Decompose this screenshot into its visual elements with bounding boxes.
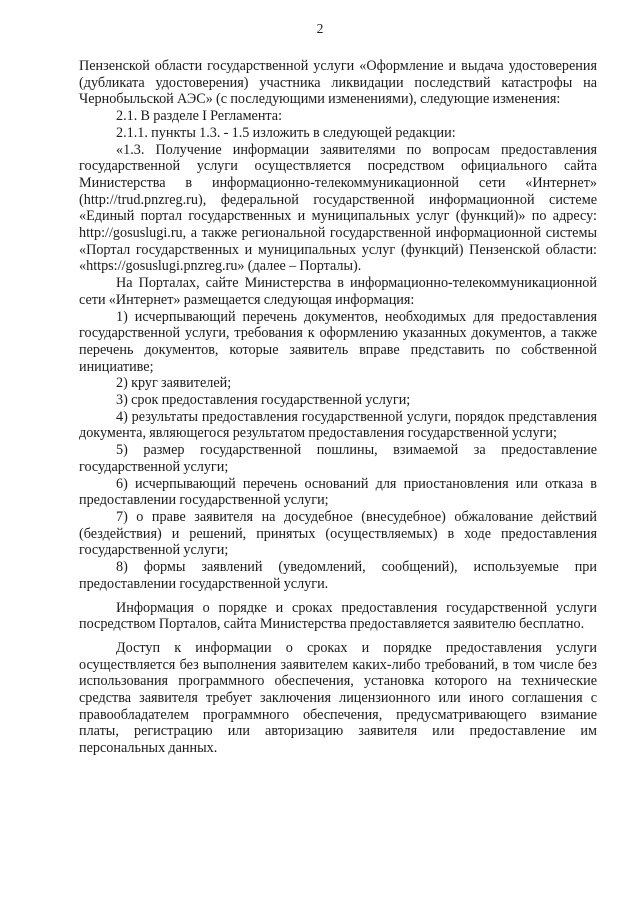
list-item-7: 7) о праве заявителя на досудебное (внесудебное) обжалование действий (бездействия) и решений, принятых (осуществляемых) в ходе предоставления государственной услуги;: [79, 508, 597, 559]
paragraph-1-3: «1.3. Получение информации заявителями по вопросам предоставления государственной услуги осуществляется посредством официального сайта Министерства в информационно-телекоммуникационной сети «Интернет» (http://trud.pnzreg.ru), федеральной государственной информационной системе «Единый портал государственных и муниципальных услуг (функций)» по адресу: http://gosuslugi.ru, а также региональной государственной информационной системы «Портал государственных и муниципальных услуг (функций) Пензенской области: «https://gosuslugi.pnzreg.ru» (далее – Порталы).: [79, 141, 597, 275]
list-item-4: 4) результаты предоставления государственной услуги, порядок представления документа, являющегося результатом предоставления государственной услуги;: [79, 408, 597, 442]
page-number: 2: [316, 21, 324, 36]
paragraph-intro: Пензенской области государственной услуги «Оформление и выдача удостоверения (дубликата удостоверения) участника ликвидации последствий катастрофы на Чернобыльской АЭС» (с последующими изменениями), следующие изменения:: [79, 58, 597, 108]
list-item-3: 3) срок предоставления государственной услуги;: [116, 392, 411, 409]
list-item-6: 6) исчерпывающий перечень оснований для приостановления или отказа в предоставлении государственной услуги;: [79, 475, 597, 509]
list-item-1: 1) исчерпывающий перечень документов, необходимых для предоставления государственной услуги, требования к оформлению указанных документов, а также перечень документов, которые заявитель вправе представить по собственной инициативе;: [79, 308, 597, 375]
list-item-2: 2) круг заявителей;: [116, 375, 232, 392]
paragraph-clause-heading: 2.1.1. пункты 1.3. - 1.5 изложить в следующей редакции:: [116, 124, 456, 141]
list-item-8: 8) формы заявлений (уведомлений, сообщений), используемые при предоставлении государственной услуги.: [79, 559, 597, 592]
paragraph-access: Доступ к информации о сроках и порядке предоставления услуги осуществляется без выполнения заявителем каких-либо требований, в том числе без использования программного обеспечения, установка которого на технические средства заявителя требует заключения лицензионного или иного соглашения с правообладателем программного обеспечения, предусматривающего взимание платы, регистрацию или авторизацию заявителя или предоставление им персональных данных.: [79, 639, 597, 757]
list-item-5: 5) размер государственной пошлины, взимаемой за предоставление государственной услуги;: [79, 442, 597, 475]
paragraph-section-heading: 2.1. В разделе I Регламента:: [116, 108, 283, 125]
paragraph-portals-info: На Порталах, сайте Министерства в информационно-телекоммуникационной сети «Интернет» размещается следующая информация:: [79, 275, 597, 308]
document-body: [79, 58, 597, 757]
paragraph-free-info: Информация о порядке и сроках предоставления государственной услуги посредством Порталов, сайта Министерства предоставляется заявителю бесплатно.: [79, 599, 597, 633]
